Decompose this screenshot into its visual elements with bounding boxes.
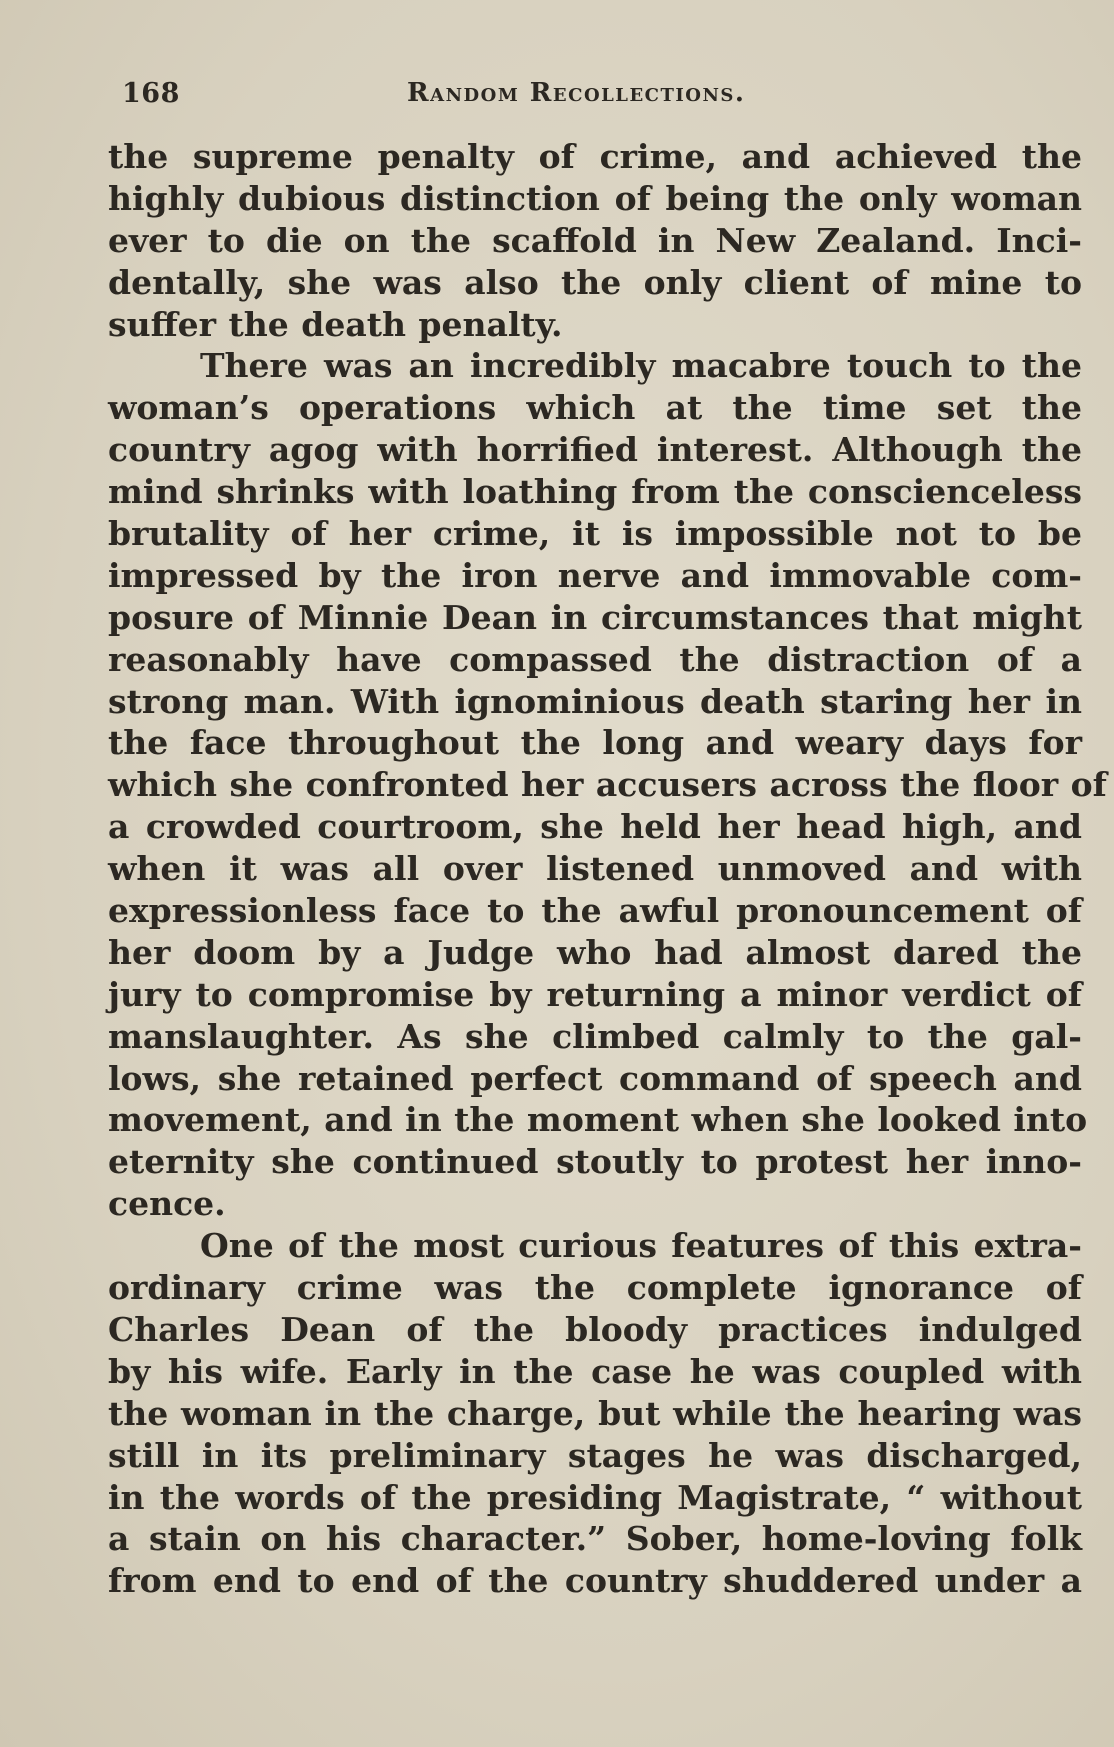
text-line: reasonably have compassed the distraction of a	[108, 639, 1082, 679]
text-line: a stain on his character.” Sober, home-loving folk	[108, 1519, 1082, 1559]
text-line: There was an incredibly macabre touch to the	[200, 346, 1082, 386]
body-text	[108, 136, 1107, 1602]
text-line: strong man. With ignominious death staring her in	[108, 681, 1082, 721]
text-line: movement, and in the moment when she looked into	[108, 1100, 1088, 1140]
text-line: jury to compromise by returning a minor verdict of	[108, 974, 1082, 1014]
text-line: mind shrinks with loathing from the conscienceless	[108, 472, 1082, 512]
text-line: lows, she retained perfect command of speech and	[108, 1058, 1082, 1098]
text-line: ever to die on the scaffold in New Zealand. Inci-	[108, 220, 1082, 260]
text-line: the woman in the charge, but while the hearing was	[108, 1393, 1082, 1433]
text-line: the face throughout the long and weary days for	[108, 723, 1082, 763]
page-number: 168	[122, 78, 180, 109]
text-line: Charles Dean of the bloody practices indulged	[108, 1309, 1082, 1349]
text-line: One of the most curious features of this extra-	[200, 1226, 1082, 1266]
text-line: ordinary crime was the complete ignorance of	[108, 1268, 1082, 1308]
text-line: woman’s operations which at the time set the	[108, 388, 1082, 428]
text-line: expressionless face to the awful pronouncement of	[108, 891, 1082, 931]
text-line: in the words of the presiding Magistrate, “ without	[108, 1477, 1082, 1517]
text-line: highly dubious distinction of being the only woman	[108, 178, 1082, 218]
text-line: the supreme penalty of crime, and achieved the	[108, 137, 1082, 176]
running-head	[122, 78, 1094, 124]
text-line: when it was all over listened unmoved and with	[108, 849, 1082, 889]
running-title: Random Recollections.	[407, 78, 746, 108]
text-line: from end to end of the country shuddered under a	[108, 1561, 1082, 1601]
text-line: suffer the death penalty.	[108, 304, 563, 344]
text-line: cence.	[108, 1184, 226, 1224]
text-line: dentally, she was also the only client of mine to	[108, 262, 1082, 302]
text-line: eternity she continued stoutly to protest her inno-	[108, 1142, 1082, 1182]
text-line: her doom by a Judge who had almost dared the	[108, 932, 1082, 972]
text-line: by his wife. Early in the case he was coupled with	[108, 1351, 1082, 1391]
text-line: brutality of her crime, it is impossible not to be	[108, 514, 1082, 554]
text-line: still in its preliminary stages he was discharged,	[108, 1435, 1082, 1475]
text-line: impressed by the iron nerve and immovable com-	[108, 555, 1082, 595]
text-line: posure of Minnie Dean in circumstances that might	[108, 597, 1082, 637]
text-line: which she confronted her accusers across the floor of	[108, 765, 1107, 805]
text-line: manslaughter. As she climbed calmly to the gal-	[108, 1016, 1082, 1056]
text-line: a crowded courtroom, she held her head high, and	[108, 807, 1082, 847]
text-line: country agog with horrified interest. Although the	[108, 430, 1082, 470]
